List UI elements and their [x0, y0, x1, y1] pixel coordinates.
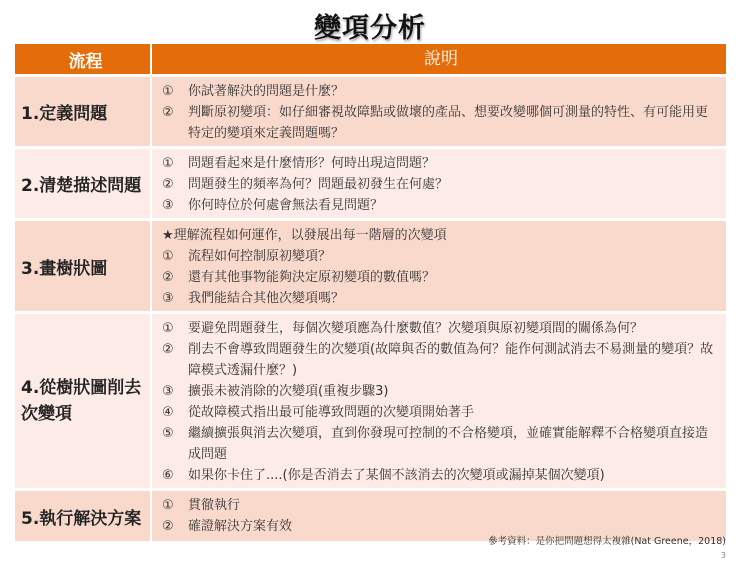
list-item	[162, 381, 720, 402]
star-note: ★理解流程如何運作，以發展出每一階層的次變項	[162, 228, 447, 243]
item-number: ①	[162, 249, 174, 264]
step-description	[152, 77, 726, 146]
list-item	[162, 174, 720, 195]
table-row	[15, 221, 726, 314]
item-text: 問題看起來是什麼情形？何時出現這問題？	[188, 156, 436, 171]
item-text: 繼續擴張與消去次變項，直到你發現可控制的不合格變項，並確實能解釋不合格變項直接造成問題	[188, 426, 709, 462]
list-item	[162, 465, 720, 486]
item-text: 削去不會導致問題發生的次變項(故障與否的數值為何？能作何測試消去不易測量的變項？故障模式透漏什麼？)	[188, 342, 714, 378]
item-number: ②	[162, 177, 174, 192]
item-text: 還有其他事物能夠決定原初變項的數值嗎？	[188, 270, 436, 285]
list-item	[162, 81, 720, 102]
item-text: 如果你卡住了....(你是否消去了某個不該消去的次變項或漏掉某個次變項)	[188, 468, 605, 483]
header-process: 流程	[15, 44, 152, 74]
list-item	[162, 267, 720, 288]
step-label: 3.畫樹狀圖	[15, 221, 152, 311]
step-description	[152, 221, 726, 311]
item-number: ③	[162, 291, 174, 306]
item-text: 問題發生的頻率為何？問題最初發生在何處？	[188, 177, 449, 192]
item-number: ②	[162, 270, 174, 285]
list-item	[162, 423, 720, 465]
step-label: 4.從樹狀圖削去次變項	[15, 314, 152, 488]
item-text: 確證解決方案有效	[188, 519, 293, 534]
item-number: ③	[162, 198, 174, 213]
item-number: ②	[162, 342, 174, 357]
list-item	[162, 288, 720, 309]
list-item	[162, 246, 720, 267]
step-description	[152, 149, 726, 218]
step-description	[152, 314, 726, 488]
item-text: 我們能結合其他次變項嗎？	[188, 291, 345, 306]
header-description: 說明	[424, 48, 458, 69]
table-row	[15, 77, 726, 149]
table-row	[15, 314, 726, 491]
item-text: 你何時位於何處會無法看見問題？	[188, 198, 384, 213]
list-item	[162, 495, 720, 516]
item-text: 貫徹執行	[188, 498, 241, 513]
item-number: ⑥	[162, 468, 174, 483]
item-number: ③	[162, 384, 174, 399]
step-label: 1.定義問題	[15, 77, 152, 146]
item-number: ①	[162, 156, 174, 171]
item-number: ①	[162, 84, 174, 99]
table-row	[15, 149, 726, 221]
variable-analysis-table	[15, 44, 726, 544]
step-label: 5.執行解決方案	[15, 491, 152, 541]
item-text: 從故障模式指出最可能導致問題的次變項開始著手	[188, 405, 475, 420]
table-header-row	[15, 44, 726, 77]
slide-title: 變項分析	[314, 13, 426, 44]
list-item	[162, 402, 720, 423]
list-item	[162, 153, 720, 174]
list-item	[162, 102, 720, 144]
item-number: ②	[162, 519, 174, 534]
item-text: 你試著解決的問題是什麼？	[188, 84, 345, 99]
list-item	[162, 318, 720, 339]
list-item	[162, 339, 720, 381]
item-text: 要避免問題發生，每個次變項應為什麼數值？次變項與原初變項間的關係為何？	[188, 321, 644, 336]
item-number: ④	[162, 405, 174, 420]
item-text: 流程如何控制原初變項？	[188, 249, 332, 264]
list-item	[162, 195, 720, 216]
item-number: ①	[162, 498, 174, 513]
item-number: ②	[162, 105, 174, 120]
item-text: 擴張未被消除的次變項(重複步驟3)	[188, 384, 389, 399]
step-label: 2.清楚描述問題	[15, 149, 152, 218]
item-number: ⑤	[162, 426, 174, 441]
reference-citation: 參考資料：是你把問題想得太複雜(Nat Greene，2018)	[488, 536, 726, 547]
page-number: 3	[720, 551, 726, 560]
item-text: 判斷原初變項：如仔細審視故障點或做壞的產品、想要改變哪個可測量的特性、有可能用更特定的變項來定義問題嗎？	[188, 105, 709, 141]
item-number: ①	[162, 321, 174, 336]
